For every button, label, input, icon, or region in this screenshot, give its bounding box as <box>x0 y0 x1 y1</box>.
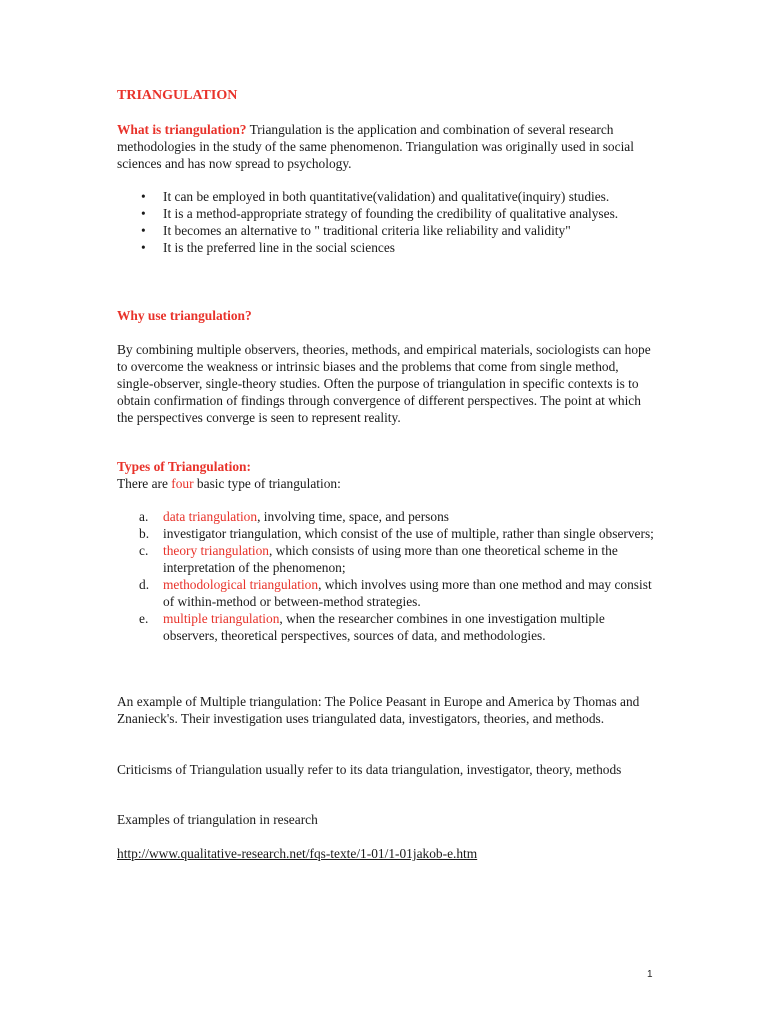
type-description: , which consists of using more than one theoretical scheme in the interpretation of the phenomenon; <box>163 543 618 575</box>
document-title: TRIANGULATION <box>117 88 238 103</box>
types-intro-end: basic type of triangulation: <box>193 476 341 491</box>
criticism-paragraph: Criticisms of Triangulation usually refer to its data triangulation, investigator, theory, methods <box>117 762 622 777</box>
types-heading: Types of Triangulation: <box>117 459 251 474</box>
what-paragraph <box>117 121 657 172</box>
why-paragraph: By combining multiple observers, theories, methods, and empirical materials, sociologists can hope to overcome the weakness or intrinsic biases and the problems that come from single method, single-observer, single-theory studies. Often the purpose of triangulation in specific contexts is to obtain confirmation of findings through convergence of different perspectives. The point at which the perspectives converge is seen to represent reality. <box>117 342 651 425</box>
examples-label: Examples of triangulation in research <box>117 812 318 827</box>
list-item <box>117 239 657 256</box>
list-marker: e. <box>139 611 149 626</box>
bullet-icon: • <box>141 223 146 238</box>
type-description: , when the researcher combines in one investigation multiple observers, theoretical perspectives, sources of data, and methodologies. <box>163 611 605 643</box>
list-item <box>117 508 657 525</box>
list-marker: c. <box>139 543 149 558</box>
bullet-text: It is the preferred line in the social sciences <box>163 240 396 255</box>
list-item <box>117 542 657 576</box>
type-description: , which involves using more than one method and may consist of within-method or between-method strategies. <box>163 577 652 609</box>
bullet-icon: • <box>141 189 146 204</box>
type-name: multiple triangulation <box>163 611 280 626</box>
reference-link[interactable]: http://www.qualitative-research.net/fqs-texte/1-01/1-01jakob-e.htm <box>117 846 478 861</box>
types-count: four <box>171 476 194 491</box>
bullet-text: It becomes an alternative to " traditional criteria like reliability and validity" <box>163 223 571 238</box>
bullet-icon: • <box>141 240 146 255</box>
reference-paragraph <box>117 845 657 862</box>
type-name: methodological triangulation <box>163 577 319 592</box>
list-item <box>117 222 657 239</box>
list-item <box>117 188 657 205</box>
list-item <box>117 205 657 222</box>
types-intro <box>117 475 657 492</box>
type-description: investigator triangulation, which consist of the use of multiple, rather than single observers; <box>163 526 654 541</box>
bullet-icon: • <box>141 206 146 221</box>
type-description: , involving time, space, and persons <box>257 509 449 524</box>
page-number: 1 <box>647 969 653 980</box>
list-marker: a. <box>139 509 149 524</box>
example-paragraph: An example of Multiple triangulation: The Police Peasant in Europe and America by Thomas and Znanieck's. Their investigation uses triangulated data, investigators, theories, and methods. <box>117 694 640 726</box>
type-name: data triangulation <box>163 509 258 524</box>
what-heading: What is triangulation? <box>117 122 247 137</box>
what-text: Triangulation is the application and combination of several research methodologies in the study of the same phenomenon. Triangulation was originally used in social sciences and has now spread to psychology. <box>117 122 634 171</box>
bullet-text: It is a method-appropriate strategy of founding the credibility of qualitative analyses. <box>163 206 619 221</box>
list-item <box>117 525 657 542</box>
list-item <box>117 610 657 644</box>
list-item <box>117 576 657 610</box>
types-list <box>117 508 657 644</box>
list-marker: d. <box>139 577 150 592</box>
types-intro-start: There are <box>117 476 172 491</box>
type-name: theory triangulation <box>163 543 269 558</box>
list-marker: b. <box>139 526 150 541</box>
why-heading: Why use triangulation? <box>117 308 252 323</box>
bullet-text: It can be employed in both quantitative(validation) and qualitative(inquiry) studies. <box>163 189 610 204</box>
bullet-list <box>117 188 657 256</box>
